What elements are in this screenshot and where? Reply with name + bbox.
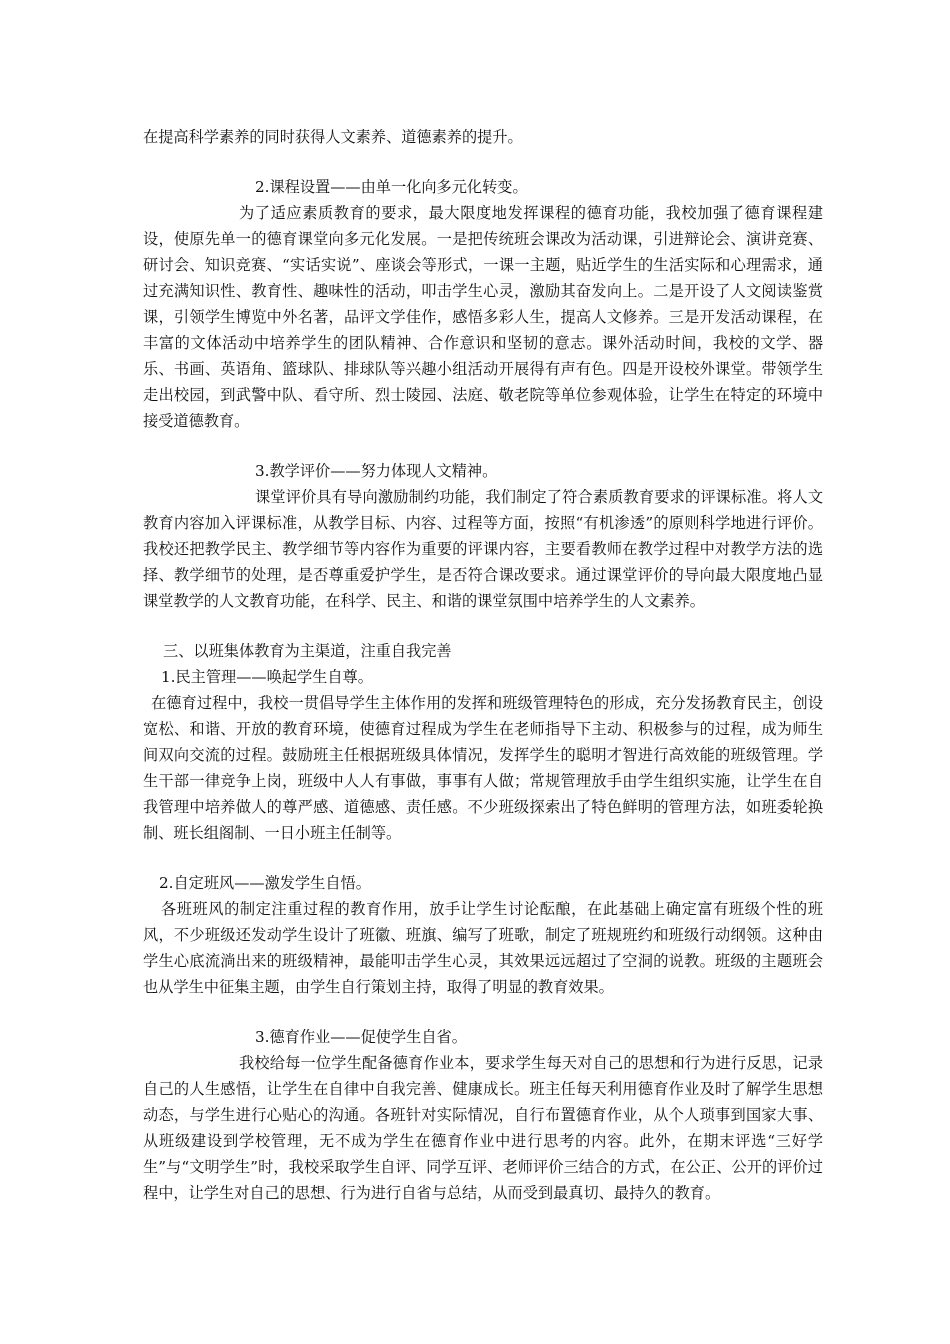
paragraph-teaching-evaluation: 课堂评价具有导向激励制约功能，我们制定了符合素质教育要求的评课标准。将人文教育内容加入评课标准，从教学目标、内容、过程等方面，按照“有机渗透”的原则科学地进行评价。我校还把教学民主、教学细节等内容作为重要的评课内容，主要看教师在教学过程中对教学方法的选择、教学细节的处理，是否尊重爱护学生，是否符合课改要求。通过课堂评价的导向最大限度地凸显课堂教学的人文教育功能，在科学、民主、和谐的课堂氛围中培养学生的人文素养。 — [143, 488, 823, 610]
paragraph-democratic-management: 在德育过程中，我校一贯倡导学生主体作用的发挥和班级管理特色的形成，充分发扬教育民主，创设宽松、和谐、开放的教育环境，使德育过程成为学生在老师指导下主动、积极参与的过程，成为师生间双向交流的过程。鼓励班主任根据班级具体情况，发挥学生的聪明才智进行高效能的班级管理。学生干部一律竞争上岗，班级中人人有事做，事事有人做；常规管理放手由学生组织实施，让学生在自我管理中培养做人的尊严感、道德感、责任感。不少班级探索出了特色鲜明的管理方法，如班委轮换制、班长组阁制、一日小班主任制等。 — [143, 694, 823, 842]
heading-class-style: 2.自定班风——激发学生自悟。 — [159, 874, 371, 892]
spacer — [143, 614, 823, 638]
paragraph-class-style: 各班班风的制定注重过程的教育作用，放手让学生讨论酝酿，在此基础上确定富有班级个性的班风，不少班级还发动学生设计了班徽、班旗、编写了班歌，制定了班规班约和班级行动纲领。这种由学生心底流淌出来的班级精神，最能叩击学生心灵，其效果远远超过了空洞的说教。班级的主题班会也从学生中征集主题，由学生自行策划主持，取得了明显的教育效果。 — [143, 900, 823, 996]
heading-teaching-evaluation: 3.教学评价——努力体现人文精神。 — [255, 462, 498, 480]
paragraph-moral-homework: 我校给每一位学生配备德育作业本，要求学生每天对自己的思想和行为进行反思，记录自己的人生感悟，让学生在自律中自我完善、健康成长。班主任每天利用德育作业及时了解学生思想动态，与学生进行心贴心的沟通。各班针对实际情况，自行布置德育作业，从个人琐事到国家大事、从班级建设到学校管理，无不成为学生在德育作业中进行思考的内容。此外，在期末评选“三好学生”与“文明学生”时，我校采取学生自评、同学互评、老师评价三结合的方式，在公正、公开的评价过程中，让学生对自己的思想、行为进行自省与总结，从而受到最真切、最持久的教育。 — [143, 1054, 823, 1202]
heading-moral-homework: 3.德育作业——促使学生自省。 — [255, 1028, 467, 1046]
heading-democratic-management: 1.民主管理——唤起学生自尊。 — [161, 668, 373, 686]
paragraph-course-setting: 为了适应素质教育的要求，最大限度地发挥课程的德育功能，我校加强了德育课程建设，使原先单一的德育课堂向多元化发展。一是把传统班会课改为活动课，引进辩论会、演讲竞赛、研讨会、知识竞赛、“实话实说”、座谈会等形式，一课一主题，贴近学生的生活实际和心理需求，通过充满知识性、教育性、趣味性的活动，叩击学生心灵，激励其奋发向上。二是开设了人文阅读鉴赏课，引领学生博览中外名著，品评文学佳作，感悟多彩人生，提高人文修养。三是开发活动课程，在丰富的文体活动中培养学生的团队精神、合作意识和坚韧的意志。课外活动时间，我校的文学、器乐、书画、英语角、篮球队、排球队等兴趣小组活动开展得有声有色。四是开设校外课堂。带领学生走出校园，到武警中队、看守所、烈士陵园、法庭、敬老院等单位参观体验，让学生在特定的环境中接受道德教育。 — [143, 204, 823, 430]
document-page — [143, 124, 823, 1206]
heading-section-three: 三、以班集体教育为主渠道，注重自我完善 — [163, 642, 452, 660]
spacer — [143, 434, 823, 458]
heading-course-setting: 2.课程设置——由单一化向多元化转变。 — [255, 178, 528, 196]
spacer — [143, 150, 823, 174]
paragraph-intro: 在提高科学素养的同时获得人文素养、道德素养的提升。 — [143, 128, 523, 146]
spacer — [143, 1000, 823, 1024]
spacer — [143, 846, 823, 870]
